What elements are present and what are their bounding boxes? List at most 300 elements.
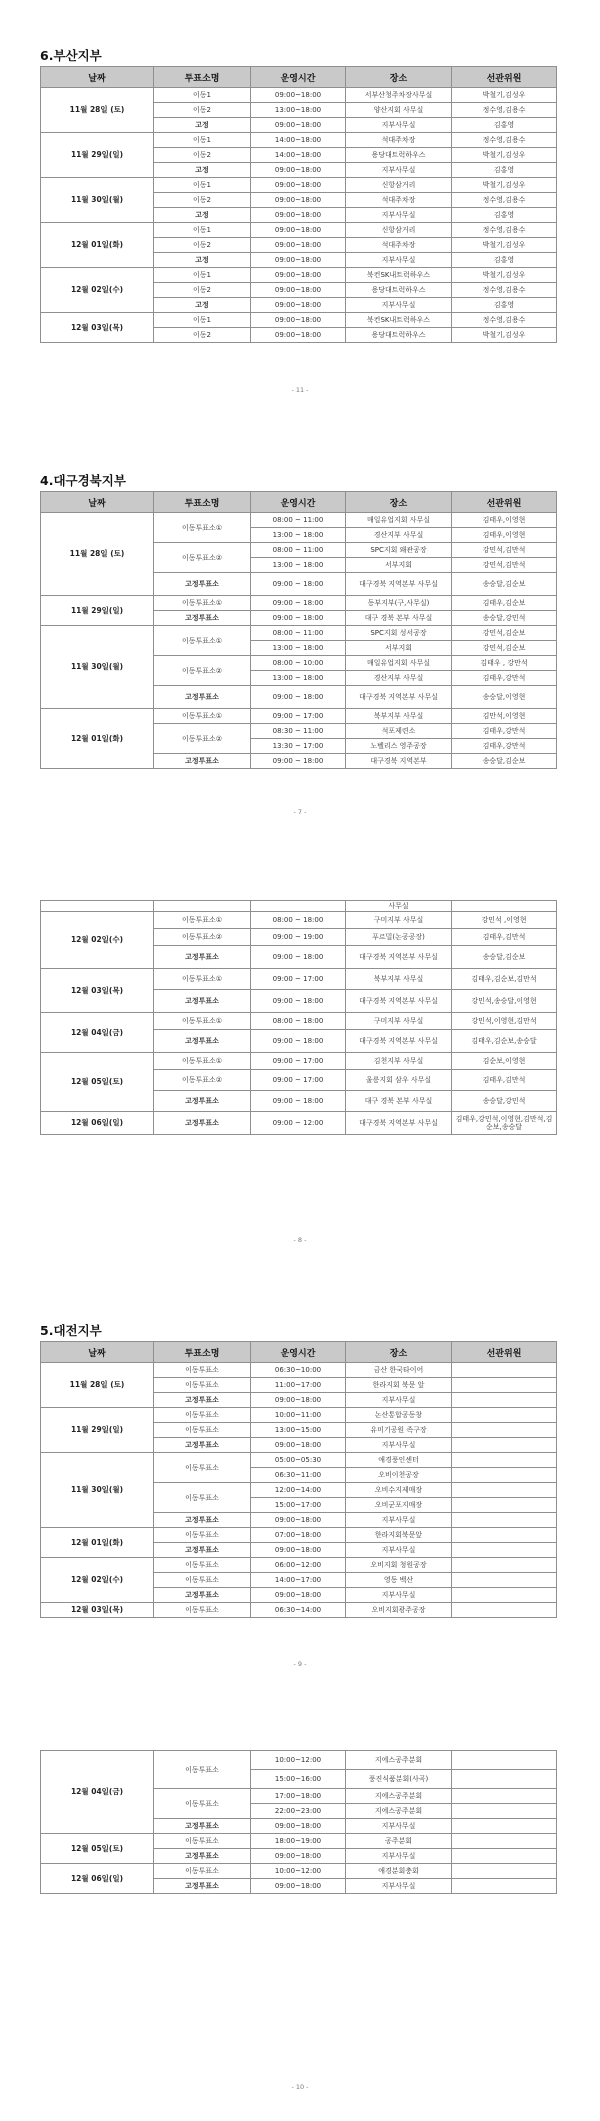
time-cell: 17:00~18:00 bbox=[251, 1789, 346, 1804]
staff-cell bbox=[452, 1468, 557, 1483]
table-row bbox=[41, 1558, 557, 1573]
place-cell: 지에스공주분회 bbox=[346, 1751, 452, 1770]
station-cell: 이동투표소① bbox=[154, 912, 251, 929]
staff-cell: 김태우,김순보 bbox=[452, 596, 557, 611]
station-cell: 이동투표소 bbox=[154, 1864, 251, 1879]
time-cell: 09:00 ~ 17:00 bbox=[251, 1053, 346, 1070]
staff-cell: 정수영,김용수 bbox=[452, 283, 557, 298]
staff-cell bbox=[452, 1393, 557, 1408]
place-cell: 지에스공주분회 bbox=[346, 1789, 452, 1804]
station-cell: 고정투표소 bbox=[154, 946, 251, 969]
time-cell: 08:30 ~ 11:00 bbox=[251, 724, 346, 739]
section-title: 5.대전지부 bbox=[40, 1323, 102, 1338]
time-cell: 14:00~17:00 bbox=[251, 1573, 346, 1588]
place-cell: 김천지부 사무실 bbox=[346, 1053, 452, 1070]
station-cell: 이동2 bbox=[154, 238, 251, 253]
staff-cell: 박철기,김성우 bbox=[452, 268, 557, 283]
staff-cell bbox=[452, 1423, 557, 1438]
place-cell: 대구 경북 본부 사무실 bbox=[346, 611, 452, 626]
staff-cell: 강민석 ,이영현 bbox=[452, 912, 557, 929]
station-cell: 이동투표소 bbox=[154, 1834, 251, 1849]
station-cell: 고정 bbox=[154, 118, 251, 133]
schedule-table bbox=[40, 900, 557, 1135]
place-cell: 푸르밀(논공공장) bbox=[346, 929, 452, 946]
station-cell: 고정투표소 bbox=[154, 1091, 251, 1112]
table-row bbox=[41, 596, 557, 611]
place-cell: 오비지회 청원공장 bbox=[346, 1558, 452, 1573]
table-row bbox=[41, 313, 557, 328]
column-header: 투표소명 bbox=[154, 67, 251, 88]
date-cell: 11월 29일(일) bbox=[41, 133, 154, 178]
table-row bbox=[41, 1013, 557, 1030]
time-cell: 09:00 ~ 18:00 bbox=[251, 1091, 346, 1112]
place-cell: SPC지회 왜관공장 bbox=[346, 543, 452, 558]
station-cell: 고정투표소 bbox=[154, 1819, 251, 1834]
staff-cell: 김만석,이영현 bbox=[452, 709, 557, 724]
time-cell: 08:00 ~ 10:00 bbox=[251, 656, 346, 671]
station-cell: 고정투표소 bbox=[154, 754, 251, 769]
station-cell: 이동투표소① bbox=[154, 1013, 251, 1030]
table-row bbox=[41, 1053, 557, 1070]
staff-cell: 김홍영 bbox=[452, 208, 557, 223]
staff-cell: 김태우,김순보,김만석 bbox=[452, 969, 557, 990]
place-cell: 지부사무실 bbox=[346, 1819, 452, 1834]
place-cell: 오비수지제매장 bbox=[346, 1483, 452, 1498]
table-row bbox=[41, 709, 557, 724]
station-cell: 이동투표소 bbox=[154, 1423, 251, 1438]
place-cell: 지부사무실 bbox=[346, 118, 452, 133]
date-cell: 12월 03일(목) bbox=[41, 969, 154, 1013]
time-cell: 09:00 ~ 18:00 bbox=[251, 946, 346, 969]
page-number: - 7 - bbox=[293, 808, 307, 816]
date-cell: 12월 01일(화) bbox=[41, 223, 154, 268]
table-row bbox=[41, 178, 557, 193]
time-cell: 05:00~05:30 bbox=[251, 1453, 346, 1468]
place-cell: 풍진식품분회(사곡) bbox=[346, 1770, 452, 1789]
station-cell: 고정투표소 bbox=[154, 611, 251, 626]
time-cell: 09:00~18:00 bbox=[251, 1588, 346, 1603]
time-cell: 09:00 ~ 18:00 bbox=[251, 573, 346, 596]
time-cell: 09:00~18:00 bbox=[251, 193, 346, 208]
column-header: 선관위원 bbox=[452, 1342, 557, 1363]
staff-cell: 강민석,김만석 bbox=[452, 543, 557, 558]
station-cell: 이동투표소 bbox=[154, 1363, 251, 1378]
place-cell: 신항삼거리 bbox=[346, 178, 452, 193]
station-cell: 이동1 bbox=[154, 88, 251, 103]
staff-cell bbox=[452, 1363, 557, 1378]
section-title: 6.부산지부 bbox=[40, 48, 102, 63]
time-cell: 13:00 ~ 18:00 bbox=[251, 528, 346, 543]
place-cell: 지부사무실 bbox=[346, 163, 452, 178]
station-cell: 고정투표소 bbox=[154, 1513, 251, 1528]
section-daejeon bbox=[40, 1323, 556, 1618]
station-cell: 고정 bbox=[154, 298, 251, 313]
place-cell: 금산 한국타이어 bbox=[346, 1363, 452, 1378]
header-row bbox=[41, 67, 557, 88]
place-cell: 서부산청주차장사무실 bbox=[346, 88, 452, 103]
date-cell: 12월 04일(금) bbox=[41, 1751, 154, 1834]
place-cell: 대구 경북 본부 사무실 bbox=[346, 1091, 452, 1112]
place-cell: 논산통합공동창 bbox=[346, 1408, 452, 1423]
staff-cell: 김태우,강민석,이영현,김만석,김순보,송승달 bbox=[452, 1112, 557, 1135]
staff-cell: 김홍영 bbox=[452, 298, 557, 313]
station-cell: 고정투표소 bbox=[154, 1588, 251, 1603]
table-row bbox=[41, 1408, 557, 1423]
station-cell: 이동투표소 bbox=[154, 1378, 251, 1393]
staff-cell: 정수영,김용수 bbox=[452, 193, 557, 208]
place-cell: 용당대트럭하우스 bbox=[346, 148, 452, 163]
table-row bbox=[41, 626, 557, 641]
column-header: 날짜 bbox=[41, 492, 154, 513]
table-row bbox=[41, 88, 557, 103]
staff-cell: 박철기,김성우 bbox=[452, 88, 557, 103]
time-cell: 09:00~18:00 bbox=[251, 1438, 346, 1453]
place-cell: 구미지부 사무실 bbox=[346, 912, 452, 929]
place-cell: 유미기공원 족구장 bbox=[346, 1423, 452, 1438]
staff-cell: 송승달,강민석 bbox=[452, 611, 557, 626]
staff-cell: 김태우,이영현 bbox=[452, 528, 557, 543]
staff-cell: 김태우,이영현 bbox=[452, 513, 557, 528]
staff-cell bbox=[452, 1378, 557, 1393]
station-cell: 이동2 bbox=[154, 328, 251, 343]
station-cell: 고정투표소 bbox=[154, 1849, 251, 1864]
station-cell: 이동투표소① bbox=[154, 969, 251, 990]
place-cell: 대구경북 지역본부 사무실 bbox=[346, 1112, 452, 1135]
table-row bbox=[41, 133, 557, 148]
staff-cell: 강민석,이영현,김만석 bbox=[452, 1013, 557, 1030]
staff-cell: 김태우,김만석 bbox=[452, 1070, 557, 1091]
place-cell: 지부사무실 bbox=[346, 1393, 452, 1408]
time-cell: 09:00 ~ 17:00 bbox=[251, 969, 346, 990]
column-header: 장소 bbox=[346, 492, 452, 513]
date-cell: 11월 28일 (토) bbox=[41, 1363, 154, 1408]
staff-cell: 김홍영 bbox=[452, 163, 557, 178]
staff-cell bbox=[452, 1558, 557, 1573]
staff-cell bbox=[452, 1483, 557, 1498]
station-cell: 고정투표소 bbox=[154, 573, 251, 596]
staff-cell bbox=[452, 1573, 557, 1588]
staff-cell: 정수영,김용수 bbox=[452, 103, 557, 118]
place-cell: 용당대트럭하우스 bbox=[346, 328, 452, 343]
station-cell: 이동투표소② bbox=[154, 1070, 251, 1091]
time-cell: 12:00~14:00 bbox=[251, 1483, 346, 1498]
table-row bbox=[41, 513, 557, 528]
staff-cell bbox=[452, 1603, 557, 1618]
time-cell: 09:00~18:00 bbox=[251, 298, 346, 313]
station-cell: 이동투표소① bbox=[154, 596, 251, 611]
time-cell: 09:00~18:00 bbox=[251, 1879, 346, 1894]
table-row bbox=[41, 223, 557, 238]
date-cell: 12월 02일(수) bbox=[41, 912, 154, 969]
time-cell: 14:00~18:00 bbox=[251, 133, 346, 148]
column-header: 운영시간 bbox=[251, 492, 346, 513]
time-cell: 15:00~16:00 bbox=[251, 1770, 346, 1789]
place-cell: 구미지부 사무실 bbox=[346, 1013, 452, 1030]
page-number: - 9 - bbox=[293, 1660, 307, 1668]
schedule-table bbox=[40, 66, 557, 343]
station-cell: 이동2 bbox=[154, 193, 251, 208]
place-cell: 서부지회 bbox=[346, 641, 452, 656]
time-cell: 13:00~15:00 bbox=[251, 1423, 346, 1438]
column-header: 날짜 bbox=[41, 1342, 154, 1363]
staff-cell bbox=[452, 1834, 557, 1849]
date-cell: 12월 03일(목) bbox=[41, 1603, 154, 1618]
column-header: 날짜 bbox=[41, 67, 154, 88]
time-cell: 09:00~18:00 bbox=[251, 253, 346, 268]
place-cell: 경산지부 사무실 bbox=[346, 528, 452, 543]
station-cell: 이동투표소 bbox=[154, 1751, 251, 1789]
time-cell: 09:00~18:00 bbox=[251, 163, 346, 178]
staff-cell: 김순보,이영현 bbox=[452, 1053, 557, 1070]
place-cell: 지부사무실 bbox=[346, 253, 452, 268]
staff-cell: 강민석,송승달,이영현 bbox=[452, 990, 557, 1013]
staff-cell: 김태우,김만석 bbox=[452, 929, 557, 946]
time-cell: 09:00~18:00 bbox=[251, 328, 346, 343]
column-header: 투표소명 bbox=[154, 492, 251, 513]
station-cell: 고정 bbox=[154, 163, 251, 178]
page-number: - 10 - bbox=[291, 2083, 309, 2091]
station-cell: 고정투표소 bbox=[154, 1112, 251, 1135]
time-cell: 09:00 ~ 18:00 bbox=[251, 1030, 346, 1053]
staff-cell bbox=[452, 1408, 557, 1423]
section-daejeon-continued bbox=[40, 1750, 556, 1894]
staff-cell: 김홍영 bbox=[452, 118, 557, 133]
place-cell: 오비군포지매장 bbox=[346, 1498, 452, 1513]
table-row bbox=[41, 1363, 557, 1378]
date-cell: 12월 02일(수) bbox=[41, 268, 154, 313]
station-cell: 고정투표소 bbox=[154, 1030, 251, 1053]
place-cell: 노벨리스 영주공장 bbox=[346, 739, 452, 754]
place-cell: 석대주차장 bbox=[346, 193, 452, 208]
time-cell: 09:00 ~ 18:00 bbox=[251, 754, 346, 769]
time-cell: 09:00~18:00 bbox=[251, 223, 346, 238]
time-cell: 08:00 ~ 18:00 bbox=[251, 912, 346, 929]
time-cell: 09:00~18:00 bbox=[251, 178, 346, 193]
section-daegu-continued bbox=[40, 900, 556, 1135]
station-cell: 고정투표소 bbox=[154, 990, 251, 1013]
place-cell: 경산지부 사무실 bbox=[346, 671, 452, 686]
station-cell: 이동투표소② bbox=[154, 724, 251, 754]
staff-cell: 송승달,김순보 bbox=[452, 754, 557, 769]
staff-cell bbox=[452, 1438, 557, 1453]
section-title: 4.대구경북지부 bbox=[40, 473, 126, 488]
section-busan bbox=[40, 48, 556, 343]
time-cell: 09:00~18:00 bbox=[251, 88, 346, 103]
place-cell: 지부사무실 bbox=[346, 1513, 452, 1528]
time-cell: 09:00~18:00 bbox=[251, 313, 346, 328]
time-cell: 10:00~12:00 bbox=[251, 1751, 346, 1770]
staff-cell bbox=[452, 1879, 557, 1894]
staff-cell: 김태우,강만석 bbox=[452, 671, 557, 686]
time-cell: 13:30 ~ 17:00 bbox=[251, 739, 346, 754]
time-cell: 09:00 ~ 19:00 bbox=[251, 929, 346, 946]
station-cell: 이동투표소① bbox=[154, 626, 251, 656]
place-cell: 한라지회 북문 앞 bbox=[346, 1378, 452, 1393]
table-row bbox=[41, 912, 557, 929]
column-header: 투표소명 bbox=[154, 1342, 251, 1363]
staff-cell: 박철기,김성우 bbox=[452, 238, 557, 253]
place-cell: 지부사무실 bbox=[346, 1879, 452, 1894]
time-cell: 08:00 ~ 18:00 bbox=[251, 1013, 346, 1030]
staff-cell bbox=[452, 1543, 557, 1558]
time-cell: 11:00~17:00 bbox=[251, 1378, 346, 1393]
time-cell: 09:00~18:00 bbox=[251, 1849, 346, 1864]
time-cell: 09:00 ~ 18:00 bbox=[251, 596, 346, 611]
schedule-table bbox=[40, 1341, 557, 1618]
staff-cell: 김홍영 bbox=[452, 253, 557, 268]
date-cell: 11월 29일(일) bbox=[41, 596, 154, 626]
place-cell: 북컨SK내트럭하우스 bbox=[346, 268, 452, 283]
place-cell: 대구경북 지역본부 사무실 bbox=[346, 990, 452, 1013]
header-row bbox=[41, 492, 557, 513]
station-cell: 이동투표소 bbox=[154, 1453, 251, 1483]
time-cell: 09:00~18:00 bbox=[251, 268, 346, 283]
time-cell: 09:00~18:00 bbox=[251, 1393, 346, 1408]
time-cell: 22:00~23:00 bbox=[251, 1804, 346, 1819]
staff-cell: 김태우,강만석 bbox=[452, 739, 557, 754]
station-cell: 이동투표소① bbox=[154, 513, 251, 543]
date-cell bbox=[41, 901, 154, 912]
place-cell: 지부사무실 bbox=[346, 1543, 452, 1558]
table-row bbox=[41, 1864, 557, 1879]
place-cell: 동부지부(구,사무실) bbox=[346, 596, 452, 611]
place-cell: 애경분회충회 bbox=[346, 1864, 452, 1879]
time-cell: 14:00~18:00 bbox=[251, 148, 346, 163]
time-cell: 15:00~17:00 bbox=[251, 1498, 346, 1513]
staff-cell bbox=[452, 1453, 557, 1468]
station-cell bbox=[154, 901, 251, 912]
staff-cell bbox=[452, 1528, 557, 1543]
station-cell: 이동투표소 bbox=[154, 1789, 251, 1819]
date-cell: 12월 02일(수) bbox=[41, 1558, 154, 1603]
station-cell: 이동2 bbox=[154, 283, 251, 298]
date-cell: 12월 01일(화) bbox=[41, 1528, 154, 1558]
place-cell: 대구경북 지역본부 사무실 bbox=[346, 946, 452, 969]
page-number: - 11 - bbox=[291, 386, 309, 394]
date-cell: 12월 05일(토) bbox=[41, 1834, 154, 1864]
time-cell: 09:00 ~ 12:00 bbox=[251, 1112, 346, 1135]
place-cell: 용당대트럭하우스 bbox=[346, 283, 452, 298]
page-number: - 8 - bbox=[293, 1236, 307, 1244]
staff-cell: 송승달,이영현 bbox=[452, 686, 557, 709]
staff-cell bbox=[452, 901, 557, 912]
place-cell: 오비지회광주공장 bbox=[346, 1603, 452, 1618]
staff-cell: 강민석,김순보 bbox=[452, 641, 557, 656]
date-cell: 11월 29일(일) bbox=[41, 1408, 154, 1453]
time-cell: 13:00 ~ 18:00 bbox=[251, 641, 346, 656]
time-cell: 08:00 ~ 11:00 bbox=[251, 626, 346, 641]
station-cell: 이동투표소 bbox=[154, 1603, 251, 1618]
staff-cell: 정수영,김용수 bbox=[452, 133, 557, 148]
section-daegu bbox=[40, 473, 556, 769]
time-cell: 10:00~11:00 bbox=[251, 1408, 346, 1423]
station-cell: 고정투표소 bbox=[154, 686, 251, 709]
place-cell: 매일유업지회 사무실 bbox=[346, 656, 452, 671]
place-cell: 대구경북 지역본부 사무실 bbox=[346, 686, 452, 709]
time-cell: 09:00~18:00 bbox=[251, 283, 346, 298]
place-cell: 북부지부 사무실 bbox=[346, 969, 452, 990]
time-cell: 06:00~12:00 bbox=[251, 1558, 346, 1573]
table-row bbox=[41, 969, 557, 990]
staff-cell bbox=[452, 1513, 557, 1528]
time-cell: 06:30~11:00 bbox=[251, 1468, 346, 1483]
date-cell: 11월 30일(월) bbox=[41, 626, 154, 709]
table-row bbox=[41, 1112, 557, 1135]
station-cell: 고정투표소 bbox=[154, 1879, 251, 1894]
place-cell: 울릉지회 삼우 사무실 bbox=[346, 1070, 452, 1091]
station-cell: 이동투표소① bbox=[154, 1053, 251, 1070]
time-cell: 09:00~18:00 bbox=[251, 1819, 346, 1834]
column-header: 운영시간 bbox=[251, 1342, 346, 1363]
staff-cell: 강민석,김만석 bbox=[452, 558, 557, 573]
time-cell: 09:00~18:00 bbox=[251, 1543, 346, 1558]
station-cell: 고정투표소 bbox=[154, 1438, 251, 1453]
place-cell: 석포제련소 bbox=[346, 724, 452, 739]
station-cell: 고정투표소 bbox=[154, 1393, 251, 1408]
staff-cell: 김태우,강만석 bbox=[452, 724, 557, 739]
time-cell: 09:00 ~ 18:00 bbox=[251, 686, 346, 709]
station-cell: 이동투표소② bbox=[154, 929, 251, 946]
staff-cell: 송승달,김순보 bbox=[452, 946, 557, 969]
date-cell: 11월 28일 (토) bbox=[41, 88, 154, 133]
place-cell: 영동 백산 bbox=[346, 1573, 452, 1588]
staff-cell bbox=[452, 1804, 557, 1819]
station-cell: 이동투표소 bbox=[154, 1483, 251, 1513]
staff-cell bbox=[452, 1588, 557, 1603]
time-cell: 10:00~12:00 bbox=[251, 1864, 346, 1879]
staff-cell bbox=[452, 1864, 557, 1879]
time-cell: 18:00~19:00 bbox=[251, 1834, 346, 1849]
place-cell: 지부사무실 bbox=[346, 1588, 452, 1603]
place-cell: 사무실 bbox=[346, 901, 452, 912]
date-cell: 12월 06일(일) bbox=[41, 1864, 154, 1894]
time-cell: 09:00 ~ 18:00 bbox=[251, 990, 346, 1013]
table-row bbox=[41, 1453, 557, 1468]
staff-cell: 강민석,김순보 bbox=[452, 626, 557, 641]
staff-cell bbox=[452, 1770, 557, 1789]
station-cell: 이동1 bbox=[154, 268, 251, 283]
station-cell: 이동투표소① bbox=[154, 709, 251, 724]
place-cell: 지부사무실 bbox=[346, 208, 452, 223]
place-cell: 북부지부 사무실 bbox=[346, 709, 452, 724]
station-cell: 이동투표소② bbox=[154, 656, 251, 686]
staff-cell: 정수영,김용수 bbox=[452, 223, 557, 238]
time-cell: 09:00 ~ 17:00 bbox=[251, 1070, 346, 1091]
column-header: 선관위원 bbox=[452, 67, 557, 88]
time-cell: 13:00~18:00 bbox=[251, 103, 346, 118]
station-cell: 이동2 bbox=[154, 103, 251, 118]
staff-cell bbox=[452, 1819, 557, 1834]
table-row bbox=[41, 268, 557, 283]
staff-cell: 김태우,김순보,송승달 bbox=[452, 1030, 557, 1053]
column-header: 장소 bbox=[346, 67, 452, 88]
station-cell: 고정투표소 bbox=[154, 1543, 251, 1558]
staff-cell bbox=[452, 1498, 557, 1513]
table-row bbox=[41, 1528, 557, 1543]
place-cell: 지부사무실 bbox=[346, 298, 452, 313]
date-cell: 11월 30일(월) bbox=[41, 178, 154, 223]
station-cell: 이동투표소② bbox=[154, 543, 251, 573]
staff-cell: 정수영,김용수 bbox=[452, 313, 557, 328]
time-cell: 09:00~18:00 bbox=[251, 208, 346, 223]
staff-cell: 김태우 , 강만석 bbox=[452, 656, 557, 671]
place-cell: 서부지회 bbox=[346, 558, 452, 573]
time-cell bbox=[251, 901, 346, 912]
place-cell: SPC지회 성서공장 bbox=[346, 626, 452, 641]
place-cell: 지부사무실 bbox=[346, 1849, 452, 1864]
place-cell: 석대주차장 bbox=[346, 133, 452, 148]
date-cell: 12월 05일(토) bbox=[41, 1053, 154, 1112]
